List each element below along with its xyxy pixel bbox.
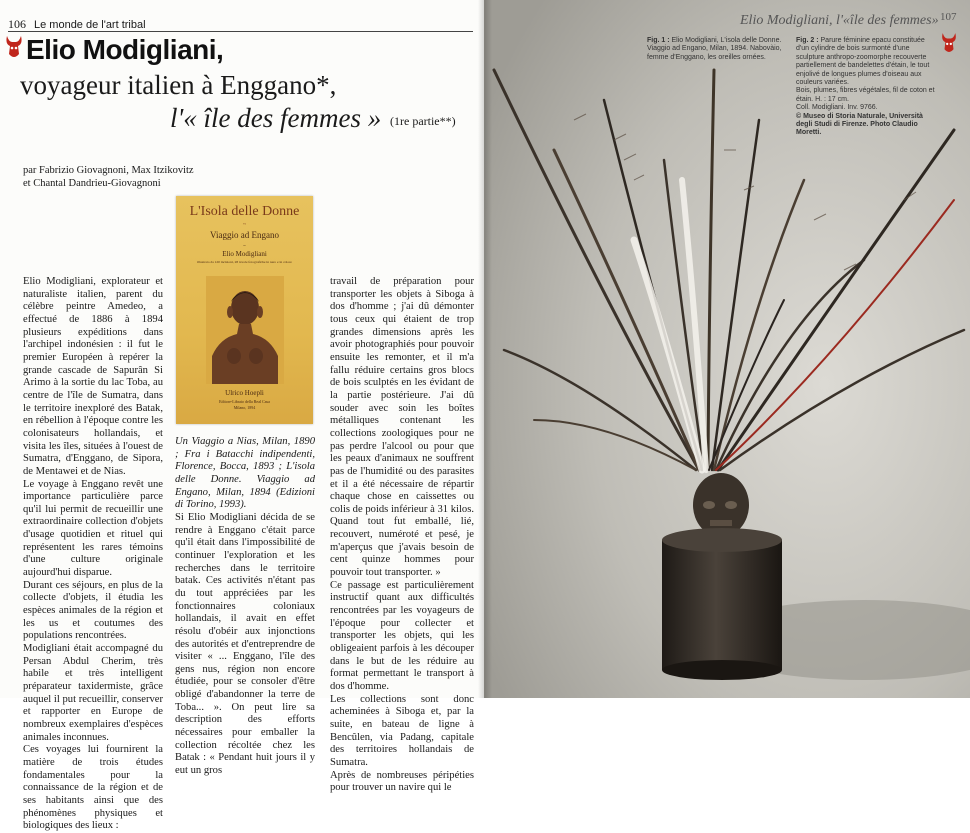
author-line: par Fabrizio Giovagnoni, Max Itzikovitz xyxy=(23,165,194,176)
caption-label: Fig. 1 : xyxy=(647,37,670,44)
cover-ornament-2: ~ xyxy=(243,244,246,249)
references-paragraph: Un Viaggio a Nias, Milan, 1890 ; Fra i Batacchi indipendenti, Florence, Bocca, 1893 ; L'isola delle Donne. Viaggio ad Engano, Milan, 1894 (Edizioni di Torino, 1993). xyxy=(175,436,315,511)
paragraph: Après de nombreuses péripéties pour trouver un navire qui le xyxy=(330,769,474,794)
paragraph: Elio Modigliani, explorateur et naturaliste italien, parent du célèbre peintre Amedeo, a effectué de 1886 à 1894 plusieurs expéditions dans l'archipel indonésien : il fut le premier Européen à repérer la grande cascade de Sapurân Si Arimo à la sortie du lac Toba, au centre de l'île de Sumatra, dans le territoire inexploré des Batak, en rébellion à l'époque contre les colonisateurs hollandais, et visita les îles, situées à l'ouest de Sumatra, d'Enggano, de Sipora, de Mentawei et de Nias. xyxy=(23,276,163,477)
article-part: (1re partie**) xyxy=(390,114,456,128)
horned-mask-logo-icon xyxy=(940,30,958,56)
text-column-2 xyxy=(175,436,315,778)
cover-city-year: Milano, 1894 xyxy=(233,405,256,410)
page-number-left: 106 xyxy=(8,17,26,31)
text-column-1 xyxy=(23,276,163,833)
paragraph: Ce passage est particulièrement instructif quant aux difficultés rencontrées par les voyageurs de l'époque pour collecter et transporter les objets, qui les obligeaient parfois à les découper dans le but de les réduire au format permettant le transport à dos d'homme. xyxy=(330,579,474,692)
cover-publisher-info: Editore-Libraio della Real Casa xyxy=(219,399,270,404)
left-page xyxy=(0,0,484,832)
caption-text: Elio Modigliani, L'isola delle Donne. Viaggio ad Engano, Milan, 1894. Nabovàio, femme d'Enggano, les oreilles ornées. xyxy=(647,37,782,61)
caption-collection: Coll. Modigliani. Inv. 9766. xyxy=(796,104,878,112)
spine-gutter xyxy=(478,0,492,698)
cover-portrait-image xyxy=(206,276,284,384)
figure-caption-2 xyxy=(796,37,936,138)
paragraph: travail de préparation pour transporter les objets à Siboga à dos d'homme ; j'ai dû démonter tous ceux qui étaient de trop grandes dimensions après les avoir photographiés pour pouvoir ensuite les remonter, et il m'a fallu réduire certains gros blocs de bois sculptés en les évidant de la partie postérieure. J'ai dû souder avec soin les boîtes métalliques contenant les collections zoologiques pour ne pas perdre l'alcool ou pour que les peaux d'animaux ne souffrent pas de l'humidité ou des parasites et il a été nécessaire de répartir chaque chose en caissettes ou colis de poids inférieur à 31 kilos. Quand tout fut emballé, lié, recouvert, numéroté et pesé, je m'aperçus que j'avais besoin de cent quinze hommes pour pouvoir tout transporter. » xyxy=(330,276,474,579)
running-head-text: Le monde de l'art tribal xyxy=(34,19,146,31)
article-subtitle-line1: voyageur italien à Enggano*, xyxy=(20,70,337,100)
paragraph: Les collections sont donc acheminées à Siboga et, par la suite, en bateau de ligne à Bencûlen, via Padang, capitale des territoires hollandais de Sumatra. xyxy=(330,693,474,768)
book-cover-figure xyxy=(176,196,313,424)
caption-text: Parure féminine epacu constituée d'un cylindre de bois surmonté d'une sculpture anthropo-zoomorphe recouverte partiellement de bandelettes d'étain, le tout enjolivé de longues plumes d'oiseau aux couleurs variées. xyxy=(796,37,930,87)
paragraph: Ces voyages lui fournirent la matière de trois études fondamentales pour la connaissance de la région et de ses habitants ainsi que des phénomènes physiques et biologiques des lieux : xyxy=(23,744,163,832)
right-page xyxy=(484,0,970,698)
cover-subtitle: Viaggio ad Engano xyxy=(210,230,279,240)
caption-credit: © Museo di Storia Naturale, Università degli Studi di Firenze. Photo Claudio Moretti. xyxy=(796,112,923,137)
cover-ornament: ~ xyxy=(242,222,247,228)
cover-publisher: Ulrico Hoepli xyxy=(225,389,264,397)
caption-label: Fig. 2 : xyxy=(796,37,819,44)
author-line: et Chantal Dandrieu-Giovagnoni xyxy=(23,177,161,189)
caption-materials: Bois, plumes, fibres végétales, fil de coton et étain. H. : 17 cm. xyxy=(796,87,935,103)
running-head-rule xyxy=(8,31,473,32)
authors xyxy=(23,165,223,190)
article-title: Elio Modigliani, xyxy=(26,34,224,65)
running-head xyxy=(8,17,146,32)
paragraph: Si Elio Modigliani décida de se rendre à Enggano c'était parce qu'il était dans l'impossibilité de continuer l'exploration et les recherches dans le territoire batak. Ces activités n'étant pas du tout appréciées par les fonctionnaires coloniaux hollandais, il avait en effet résolu d'obéir aux injonctions des autorités et d'entreprendre de visiter « ... Enggano, l'île des gens nus, région non encore étudiée, pour se consoler d'être obligé d'abandonner la terre de Toba... ». On peut lire sa description des efforts nécessaires pour emballer la collection récoltée chez les Batak : « Pendant huit jours il y eut un gros xyxy=(175,511,315,777)
paragraph: Durant ces séjours, en plus de la collecte d'objets, il étudia les espèces animales de la région et les us et coutumes des populations rencontrées. xyxy=(23,579,163,642)
figure-caption-1 xyxy=(647,37,792,62)
running-title-right: Elio Modigliani, l'«île des femmes» xyxy=(740,13,939,28)
cover-author: Elio Modigliani xyxy=(222,250,267,258)
cover-credits: illustrato da 120 incisioni, 28 tavole fotografiche in nero e in colore xyxy=(197,260,292,264)
cover-title: L'Isola delle Donne xyxy=(189,204,300,219)
text-column-3 xyxy=(330,276,474,795)
paragraph: Le voyage à Enggano revêt une importance particulière parce qu'il lui permit de recueillir une extraordinaire collection d'objets d'usage quotidien et rituel qui représentent les rares témoins d'une culture originale aujourd'hui disparue. xyxy=(23,478,163,579)
paragraph: Modigliani était accompagné du Persan Abdul Cherim, très habile et très intelligent préparateur taxidermiste, grâce auquel il put recueillir, conserver et rapporter en Europe de nombreux exemplaires d'espèces animales inconnues. xyxy=(23,643,163,743)
page-number-right: 107 xyxy=(940,11,957,23)
article-subtitle-line2: l'« île des femmes » xyxy=(170,103,382,133)
horned-mask-logo-icon xyxy=(4,34,24,60)
